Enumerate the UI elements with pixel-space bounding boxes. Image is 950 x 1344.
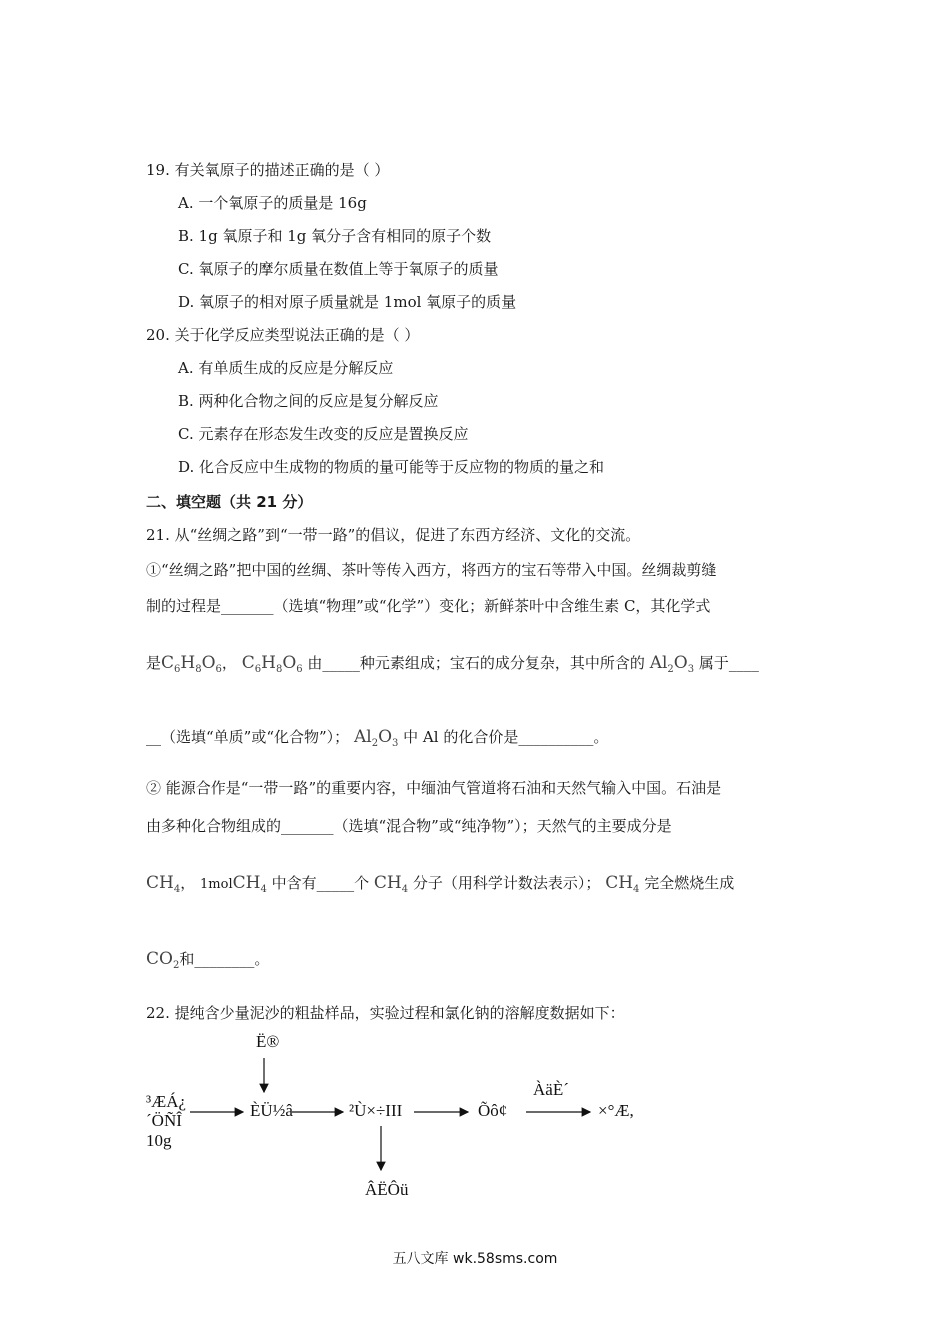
section-title: 二、填空题（共 21 分） [146,493,313,511]
flow-start-line3: 10g [146,1131,172,1150]
text-segment: 分子（用科学计数法表示）； [412,874,601,892]
text-segment: 属于____ [698,654,759,672]
flow-top-label: Ë® [256,1032,280,1051]
flow-step1: ÈÜ½â [250,1101,293,1120]
q19-option-d: D. 氧原子的相对原子质量就是 1mol 氧原子的质量 [178,293,517,311]
q20-option-a: A. 有单质生成的反应是分解反应 [178,359,394,377]
q19-option-b: B. 1g 氧原子和 1g 氧分子含有相同的原子个数 [178,227,492,245]
page-footer: 五八文库 wk.58sms.com [392,1251,558,1267]
vitamin-c-formula: $C_6H_8O_6$ [161,653,222,675]
co2-formula: $CO_2$ [146,949,180,971]
flow-step4: ×°Æ, [598,1101,634,1120]
text-segment: ， [180,874,196,892]
q19-option-c: C. 氧原子的摩尔质量在数值上等于氧原子的质量 [178,260,499,278]
q22-stem: 22. 提纯含少量泥沙的粗盐样品，实验过程和氯化钠的溶解度数据如下： [146,1004,625,1022]
q19-stem: 19. 有关氧原子的描述正确的是（ ） [146,161,390,179]
text-segment: ， [221,654,237,672]
flow-start-line2: ´ÖÑÎ [146,1111,182,1130]
q21-part2-line2: 由多种化合物组成的_______（选填“混合物”或“纯净物”）；天然气的主要成分是 [146,817,672,835]
vitamin-c-formula: $C_6H_8O_6$ [241,653,303,675]
text-segment: 中含有_____个 [271,874,370,892]
al2o3-formula: $Al_2O_3$ [649,653,695,675]
ch4-formula: $CH_4$ [605,873,640,895]
text-segment: 由_____种元素组成；宝石的成分复杂，其中所含的 [307,654,645,672]
text-segment: 和________。 [179,950,270,968]
ch4-formula: $CH_4$ [373,873,409,895]
text-segment: 是 [146,654,162,672]
q20-stem: 20. 关于化学反应类型说法正确的是（ ） [146,326,420,344]
flow-step3: Õô¢ [478,1101,508,1120]
q20-option-b: B. 两种化合物之间的反应是复分解反应 [178,392,439,410]
flow-start-line1: ³ÆÁ¿ [146,1092,187,1111]
ch4-formula: $CH_4$ [232,873,267,895]
q21-part1-line2: 制的过程是_______（选填“物理”或“化学”）变化；新鲜茶叶中含维生素 C，其化学式 [146,597,711,615]
text-segment: 中 Al 的化合价是__________。 [403,728,609,746]
text-segment: 1mol [200,877,233,892]
q21-part2-line1: ② 能源合作是“一带一路”的重要内容，中缅油气管道将石油和天然气输入中国。石油是 [146,779,722,797]
al2o3-formula: $Al_2O_3$ [353,727,399,749]
flow-bottom-label: ÂËÔü [365,1180,409,1199]
q20-option-c: C. 元素存在形态发生改变的反应是置换反应 [178,425,469,443]
q19-option-a: A. 一个氧原子的质量是 16g [178,194,367,212]
flow-step2: ²Ù×÷III [349,1101,403,1120]
text-segment: __（选填“单质”或“化合物”）； [146,728,350,746]
text-segment: 完全燃烧生成 [644,874,735,892]
q21-stem: 21. 从“丝绸之路”到“一带一路”的倡议，促进了东西方经济、文化的交流。 [146,526,641,544]
flow-step3-top: ÀäÈ´ [533,1080,569,1099]
ch4-formula: $CH_4$ [146,873,181,895]
q20-option-d: D. 化合反应中生成物的物质的量可能等于反应物的物质的量之和 [178,458,605,476]
q21-part1-line1: ①“丝绸之路”把中国的丝绸、茶叶等传入西方，将西方的宝石等带入中国。丝绸裁剪缝 [146,561,717,579]
